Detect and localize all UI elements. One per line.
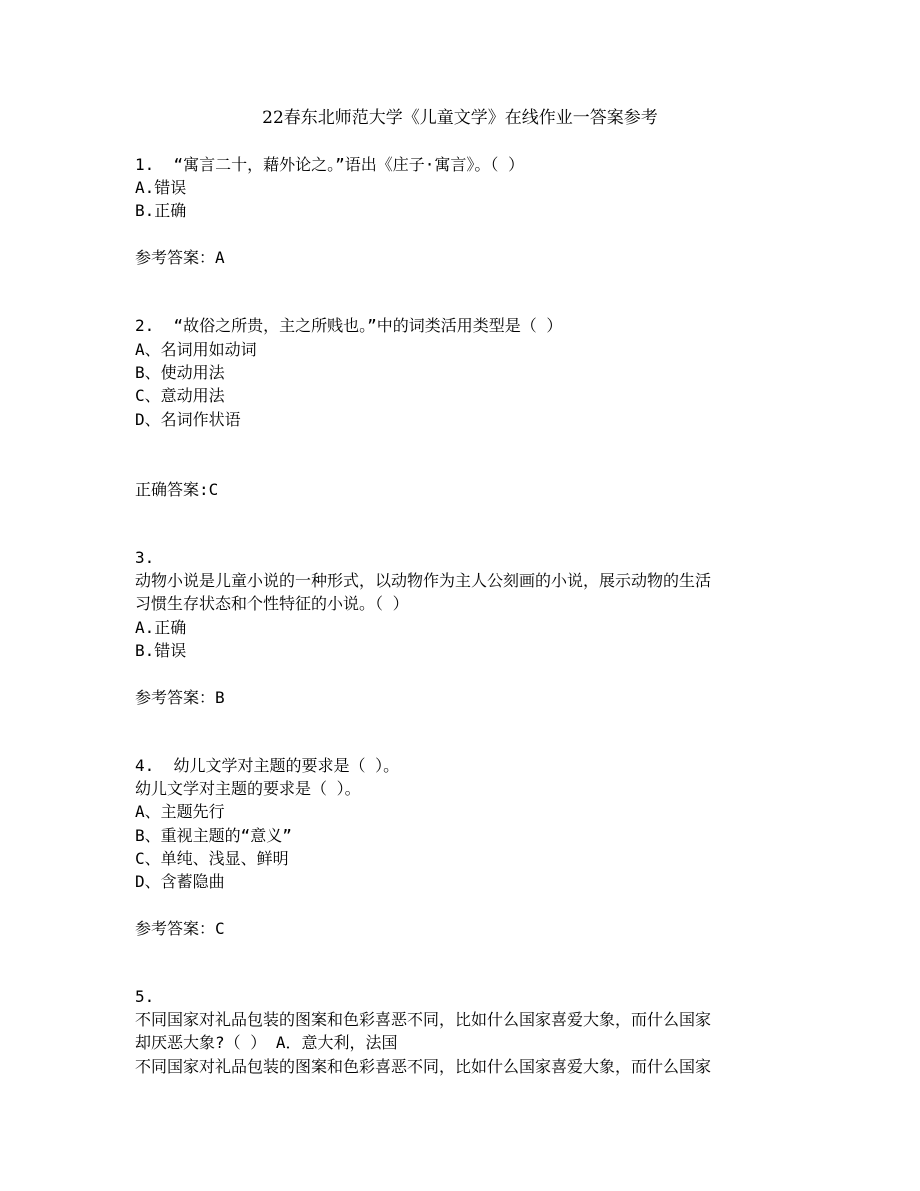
question-2-text: “故俗之所贵，主之所贱也。”中的词类活用类型是（ ） [173,316,563,335]
question-3-number: 3. [135,548,155,567]
question-2-answer: 正确答案:C [135,480,219,499]
question-4-number: 4. [135,756,155,775]
question-5-stem-line-1: 不同国家对礼品包装的图案和色彩喜恶不同，比如什么国家喜爱大象，而什么国家 [135,1010,712,1029]
question-4-answer: 参考答案：C [135,919,225,938]
question-4-text: 幼儿文学对主题的要求是（ ）。 [173,756,400,775]
question-5-number: 5. [135,987,155,1006]
document-title: 22春东北师范大学《儿童文学》在线作业一答案参考 [262,108,658,128]
question-1-option-b: B.正确 [135,201,187,220]
question-3-stem-line-2: 习惯生存状态和个性特征的小说。（ ） [135,594,409,613]
question-1-number: 1. [135,155,155,174]
question-2-stem [135,314,562,338]
question-4-stem [135,754,399,778]
question-5-stem-line-3: 不同国家对礼品包装的图案和色彩喜恶不同，比如什么国家喜爱大象，而什么国家 [135,1057,712,1076]
question-2-option-c: C、意动用法 [135,386,225,405]
question-1-stem [135,153,524,177]
question-4-option-c: C、单纯、浅显、鲜明 [135,849,289,868]
question-2-option-d: D、名词作状语 [135,410,241,429]
question-2-option-a: A、名词用如动词 [135,340,257,359]
question-2-number: 2. [135,316,155,335]
question-1-option-a: A.错误 [135,178,187,197]
question-3-option-a: A.正确 [135,618,187,637]
question-5-stem-line-2: 却厌恶大象?（ ） A．意大利，法国 [135,1033,398,1052]
question-3-option-b: B.错误 [135,641,187,660]
question-4-option-a: A、主题先行 [135,802,225,821]
question-4-option-d: D、含蓄隐曲 [135,872,225,891]
question-1-text: “寓言二十，藉外论之。”语出《庄子·寓言》。（ ） [173,155,525,174]
question-4-stem-repeat: 幼儿文学对主题的要求是（ ）。 [135,779,361,798]
question-1-answer: 参考答案：A [135,248,225,267]
question-3-stem-line-1: 动物小说是儿童小说的一种形式，以动物作为主人公刻画的小说，展示动物的生活 [135,571,712,590]
question-3-answer: 参考答案：B [135,688,225,707]
question-4-option-b: B、重视主题的“意义” [135,826,292,845]
question-2-option-b: B、使动用法 [135,363,225,382]
